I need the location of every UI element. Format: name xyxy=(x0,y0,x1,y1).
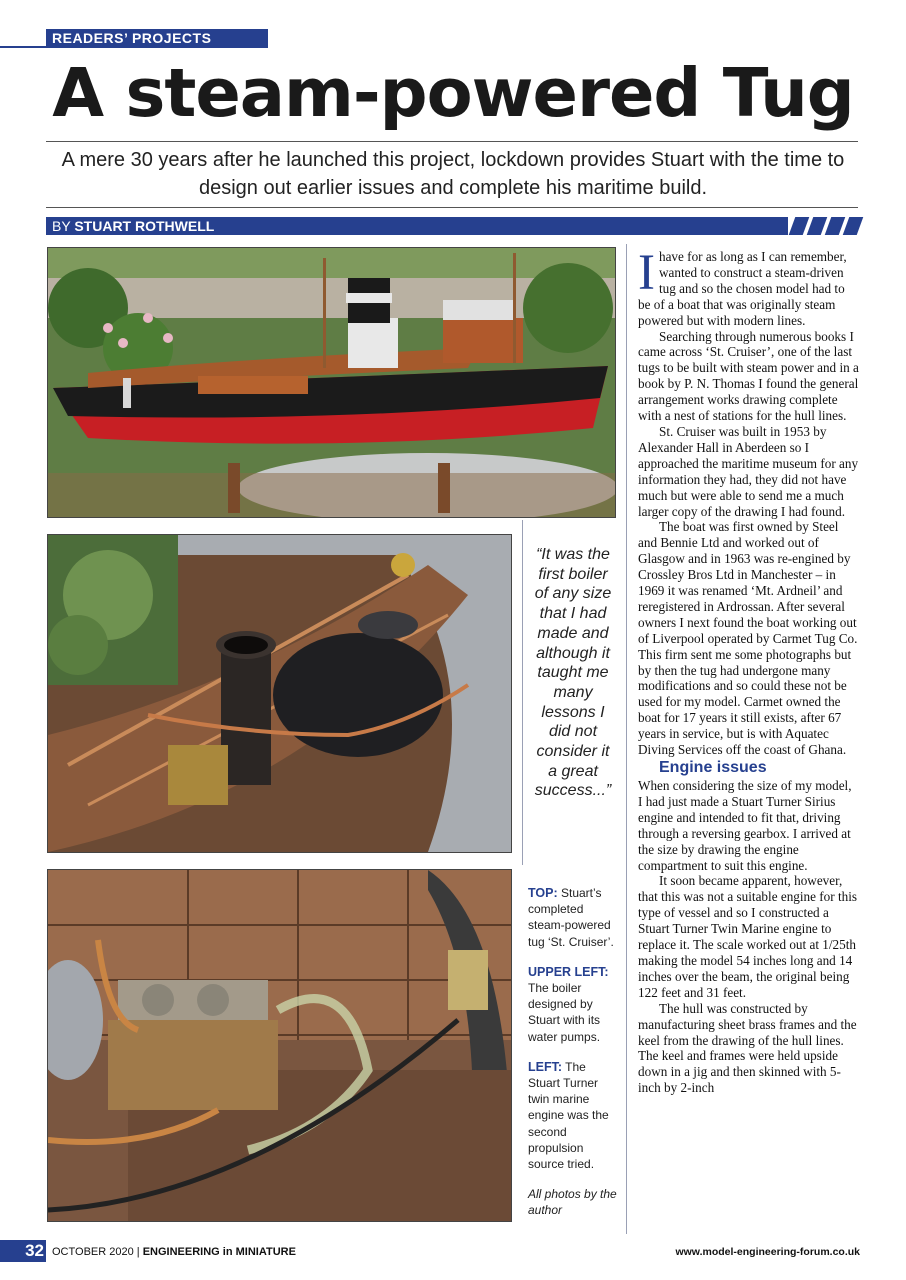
byline-stripes xyxy=(788,217,858,235)
column-rule-left xyxy=(522,520,523,865)
byline xyxy=(46,217,858,235)
caption-left: LEFT: The Stuart Turner twin marine engine was the second propulsion source tried. xyxy=(528,1059,609,1172)
page-number: 32 xyxy=(0,1240,46,1262)
byline-author: STUART ROTHWELL xyxy=(74,218,215,234)
footer-website[interactable]: www.model-engineering-forum.co.uk xyxy=(675,1246,860,1258)
photo-upper-left-boiler xyxy=(47,534,512,853)
paragraph-2: Searching through numerous books I came across ‘St. Cruiser’, one of the last tugs to be built with steam power and in a book by P. N. Thomas I found the general arrangement works drawing complete with a nest of stations for the hull lines. xyxy=(638,328,859,424)
article-body xyxy=(638,245,859,1096)
caption-upper-left: UPPER LEFT: The boiler designed by Stuart with its water pumps. xyxy=(528,964,609,1044)
article-title: A steam-powered Tug xyxy=(52,54,854,132)
section-tag: READERS’ PROJECTS xyxy=(46,29,268,47)
engine-photo-image xyxy=(48,870,511,1221)
title-divider xyxy=(46,141,858,142)
pullquote: “It was the first boiler of any size that I had made and although it taught me many lessons I did not consider it a great success...” xyxy=(534,546,612,800)
standfirst-divider xyxy=(46,207,858,208)
paragraph-7: The hull was constructed by manufacturing sheet brass frames and the keel from the drawing of the hull lines. The keel and frames were held upside down in a jig and then skinned with 5-inch by 2-inch xyxy=(638,1000,857,1096)
paragraph-3: St. Cruiser was built in 1953 by Alexander Hall in Aberdeen so I approached the maritime museum for any information they had, they did not have much but were able to send me a much larger copy of the drawing I had found. xyxy=(638,423,859,519)
footer-date: OCTOBER 2020 xyxy=(52,1246,134,1258)
tug-photo-image xyxy=(48,248,615,517)
photo-left-engine xyxy=(47,869,512,1222)
drop-cap: I xyxy=(638,245,655,301)
boiler-photo-image xyxy=(48,535,511,852)
subhead-engine-issues: Engine issues xyxy=(659,759,767,776)
photo-credit: All photos by the author xyxy=(528,1187,617,1218)
footer-magazine-b: MINIATURE xyxy=(235,1246,296,1258)
caption-top: TOP: Stuart’s completed steam-powered tug ‘St. Cruiser’. xyxy=(528,886,614,949)
paragraph-5: When considering the size of my model, I had just made a Stuart Turner Sirius engine and intended to fit that, driving through a reversing gearbox. I arrived at the size by drawing the engine compartment to suit this engine. xyxy=(638,778,852,873)
photo-top-completed-tug xyxy=(47,247,616,518)
paragraph-4: The boat was first owned by Steel and Bennie Ltd and worked out of Glasgow and in 1963 was re-engined by Crossley Bros Ltd in Manchester – in 1969 it was renamed ‘Mt. Ardneil’ and reregistered in Ardrossan. After several owners I next found the boat working out of Liverpool operated by Carmet Tug Co. This firm sent me some photographs but by then the tug had undergone many modifications and so could these not be used for my model. Carmet owned the boat for 17 years it still exists, after 67 years in service, but is with Aquatec Diving Services off the coast of Ghana. xyxy=(638,519,858,758)
byline-prefix: BY xyxy=(52,218,71,234)
photo-captions xyxy=(528,885,620,1233)
footer-issue: OCTOBER 2020 | ENGINEERING in MINIATURE xyxy=(52,1246,296,1258)
footer-magazine-a: ENGINEERING xyxy=(142,1246,220,1258)
standfirst: A mere 30 years after he launched this project, lockdown provides Stuart with the time to design out earlier issues and complete his maritime build. xyxy=(61,149,845,199)
footer-magazine-in: in xyxy=(222,1246,233,1258)
column-rule-right xyxy=(626,244,627,1234)
paragraph-1: Ihave for as long as I can remember, wanted to construct a steam-driven tug and so the chosen model had to be of a boat that was originally steam powered but with modern lines. xyxy=(638,245,847,328)
paragraph-6: It soon became apparent, however, that this was not a suitable engine for this type of vessel and so I constructed a Stuart Turner Twin Marine engine to replace it. The scale worked out at 1/25th making the model 54 inches long and 14 inches over the beam, the original being 122 feet and 31 feet. xyxy=(638,873,858,1000)
